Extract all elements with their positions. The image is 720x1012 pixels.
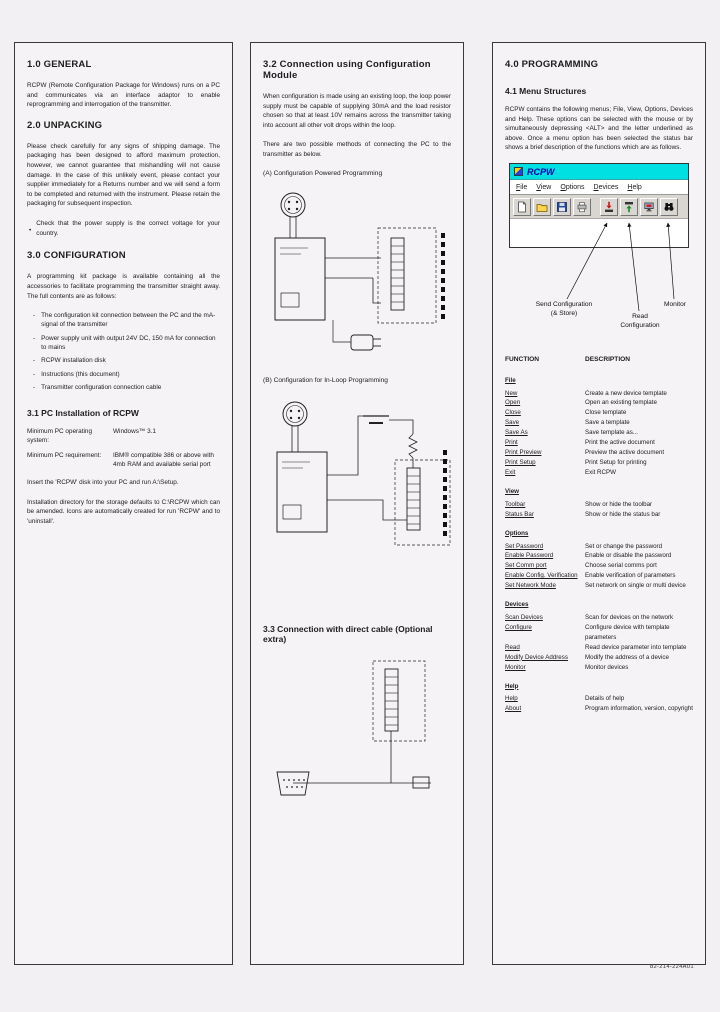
menu-group-title: Options [505, 529, 529, 537]
requirement-value: IBM® compatible 386 or above with 4mb RAM and available serial port [113, 451, 214, 468]
function-row [505, 571, 693, 581]
heading-unpacking: 2.0 UNPACKING [27, 119, 103, 131]
requirement-row [27, 451, 220, 470]
configure-device-button [640, 198, 658, 216]
function-name: About [505, 705, 522, 713]
function-row [505, 408, 693, 418]
function-row [505, 551, 693, 561]
diagram-config-powered [263, 170, 451, 363]
function-description: Program information, version, copyright [585, 705, 693, 713]
paragraph-install-directory: Installation directory for the storage defaults to C:\RCPW which can be amended. Icons are automatically created for run 'RCPW' and to 'uninstall'. [27, 498, 220, 526]
new-document-icon [516, 201, 528, 213]
list-item [33, 356, 220, 365]
function-row [505, 643, 693, 653]
bullet-marker [29, 219, 31, 238]
function-name: Set Network Mode [505, 582, 556, 590]
function-row [505, 510, 693, 520]
battery-symbol [363, 416, 389, 423]
requirement-label: Minimum PC operating system: [27, 428, 92, 445]
function-name: Print Preview [505, 449, 542, 457]
requirement-label: Minimum PC requirement: [27, 451, 102, 459]
function-description: Monitor devices [585, 663, 629, 671]
function-description: Set or change the password [585, 542, 663, 550]
menu-group-file [505, 376, 693, 478]
menu-group-title: Devices [505, 601, 529, 609]
function-description: Modify the address of a device [585, 653, 669, 661]
transmitter-outline [373, 661, 425, 741]
paragraph-two-methods: There are two possible methods of connecting the PC to the transmitter as below. [263, 141, 451, 159]
config-module-box [277, 452, 327, 532]
function-name: Open [505, 399, 521, 407]
function-row [505, 458, 693, 468]
function-name: Help [505, 695, 518, 703]
function-row [505, 438, 693, 448]
function-name: Print [505, 439, 518, 447]
open-folder-icon [536, 201, 548, 213]
heading-connection-config-module: 3.2 Connection using Configuration Module [263, 59, 431, 81]
function-description: Read device parameter into template [585, 643, 687, 651]
function-row [505, 704, 693, 714]
menu-function-table [505, 355, 693, 714]
din-connector-icon [283, 402, 307, 452]
function-row [505, 500, 693, 510]
open-folder-button [533, 198, 551, 216]
callout-read-configuration [610, 313, 670, 331]
in-loop-drawing [263, 390, 453, 598]
menu-group-title: Help [505, 682, 519, 690]
menu-group-options [505, 529, 693, 592]
table-header-row [505, 355, 693, 366]
function-description: Close template [585, 409, 627, 417]
function-name: Save As [505, 429, 528, 437]
menu-item: Help [627, 183, 642, 191]
window-title-bar [510, 164, 688, 180]
heading-direct-cable: 3.3 Connection with direct cable (Optional extra) [263, 623, 433, 644]
read-configuration-button [620, 198, 638, 216]
list-item-text: The configuration kit connection between the PC and the mA-signal of the transmitter [41, 312, 216, 329]
function-row [505, 542, 693, 552]
save-button [553, 198, 571, 216]
dash-marker [33, 370, 35, 379]
function-name: Toolbar [505, 500, 526, 508]
direct-cable-drawing [263, 653, 453, 821]
menu-group-devices [505, 600, 693, 672]
function-row [505, 653, 693, 663]
kit-contents-list [33, 311, 220, 392]
function-name: Print Setup [505, 458, 536, 466]
callout-text: Configuration [620, 321, 660, 329]
list-item [33, 334, 220, 353]
function-name: Monitor [505, 663, 526, 671]
function-name: Scan Devices [505, 614, 543, 622]
monitor-binoculars-icon [663, 201, 675, 213]
function-name: Configure [505, 623, 532, 631]
paragraph-general: RCPW (Remote Configuration Package for Windows) runs on a PC and communicates via an interface adaptor to enable reprogramming and interrogation of the transmitter. [27, 82, 220, 109]
dash-marker [33, 311, 35, 330]
function-row [505, 663, 693, 673]
function-name: Set Password [505, 542, 544, 550]
menu-item: Devices [593, 183, 619, 191]
loop-wires [325, 258, 381, 303]
window-body [510, 219, 688, 247]
function-description: Save a template [585, 419, 630, 427]
function-name: Save [505, 419, 520, 427]
table-header-function: FUNCTION [505, 356, 540, 364]
panel-connections [250, 42, 464, 965]
function-description: Scan for devices on the network [585, 614, 674, 622]
function-description: Show or hide the status bar [585, 510, 661, 518]
terminal-strip [385, 669, 398, 731]
function-description: Exit RCPW [585, 468, 616, 476]
callout-send-configuration [517, 301, 611, 319]
heading-programming: 4.0 PROGRAMMING [505, 59, 599, 70]
list-item-text: Transmitter configuration connection cable [41, 383, 162, 391]
function-name: Enable Config. Verification [505, 572, 578, 580]
function-row [505, 428, 693, 438]
function-row [505, 694, 693, 704]
callout-text: Monitor [664, 301, 686, 309]
configure-device-icon [643, 201, 655, 213]
terminal-label-strip [443, 450, 447, 536]
mains-plug-icon [333, 320, 381, 350]
function-description: Choose serial comms port [585, 562, 657, 570]
transmitter-outline [378, 228, 436, 323]
function-description: Details of help [585, 695, 625, 703]
d-sub-connector [277, 772, 309, 795]
function-name: Exit [505, 468, 516, 476]
callout-text: Send Configuration [535, 301, 593, 309]
menu-group-help [505, 682, 693, 715]
function-description: Preview the active document [585, 449, 665, 457]
function-description: Save template as... [585, 429, 638, 437]
heading-pc-installation: 3.1 PC Installation of RCPW [27, 408, 139, 419]
diagram-direct-cable [263, 653, 451, 821]
paragraph-unpacking: Please check carefully for any signs of shipping damage. The packaging has been designed to afford maximum protection, however, we cannot guarantee that mishandling will not cause damage. In the case of this unlikely event, please contact your supplier immediately for a Returns number and we will send a form to be completed and returned with the instrument. Please retain the packaging for subsequent inspection. [27, 142, 220, 208]
loop-wires [327, 416, 413, 520]
heading-configuration: 3.0 CONFIGURATION [27, 250, 126, 262]
menu-item: File [516, 183, 528, 191]
resistor-symbol [409, 434, 417, 458]
list-item-text: RCPW installation disk [41, 357, 106, 365]
cable-wires [293, 731, 431, 783]
function-description: Configure device with template parameters [585, 623, 670, 641]
function-name: Status Bar [505, 510, 534, 518]
list-item-text: Instructions (this document) [41, 370, 120, 378]
function-name: Read [505, 643, 520, 651]
read-configuration-icon [623, 201, 635, 213]
function-row [505, 623, 693, 643]
callout-monitor [648, 301, 702, 310]
heading-menu-structures: 4.1 Menu Structures [505, 86, 587, 96]
function-description: Enable or disable the password [585, 552, 672, 560]
send-configuration-icon [603, 201, 615, 213]
din-connector-icon [281, 193, 305, 238]
rcpw-window [509, 163, 689, 248]
function-description: Print the active document [585, 439, 655, 447]
dash-marker [33, 383, 35, 392]
cable-plug [413, 777, 429, 788]
function-row [505, 561, 693, 571]
table-header-description: DESCRIPTION [585, 356, 631, 364]
function-row [505, 448, 693, 458]
requirement-value: Windows™ 3.1 [113, 428, 156, 436]
config-module-box [275, 238, 325, 320]
function-row [505, 418, 693, 428]
pc-requirements-list [27, 427, 220, 469]
list-item [33, 311, 220, 330]
menu-item: Options [560, 183, 585, 191]
function-description: Enable verification of parameters [585, 572, 676, 580]
callout-text: Read [632, 313, 648, 321]
app-icon [514, 167, 523, 176]
callout-text: (& Store) [550, 309, 578, 317]
transmitter-outline [395, 460, 450, 545]
list-item [29, 219, 220, 238]
function-row [505, 398, 693, 408]
function-description: Print Setup for printing [585, 458, 647, 466]
dash-marker [33, 356, 35, 365]
terminal-strip [391, 238, 404, 310]
diagram-b-caption: (B) Configuration for In-Loop Programming [263, 376, 388, 384]
paragraph-insert-disk: Insert the 'RCPW' disk into your PC and run A:\Setup. [27, 479, 179, 487]
menu-group-view [505, 487, 693, 520]
list-item-text: Power supply unit with output 24V DC, 150 mA for connection to mains [41, 334, 216, 351]
rcpw-window-figure [505, 163, 693, 341]
function-row [505, 389, 693, 399]
toolbar-divider [593, 198, 598, 216]
function-name: New [505, 389, 518, 397]
config-powered-drawing [263, 183, 453, 363]
menu-bar [510, 180, 688, 195]
menu-group-title: File [505, 376, 516, 384]
function-row [505, 581, 693, 591]
save-floppy-icon [556, 201, 568, 213]
bullet-text: Check that the power supply is the correct voltage for your country. [36, 220, 220, 237]
requirement-row [27, 427, 220, 446]
paragraph-configuration: A programming kit package is available containing all the accessories to facilitate programming the transmitter straight away. The full contents are as follows: [27, 273, 220, 300]
diagram-in-loop [263, 377, 451, 598]
function-description: Create a new device template [585, 389, 667, 397]
paragraph-menu-structures: RCPW contains the following menus; File, View, Options, Devices and Help. These options can be selected with the mouse or by simultaneously depressing <ALT> and the letter underlined as above. Once a menu option has been selected the status bar shows a brief description of the functions which are as follows. [505, 106, 693, 152]
function-name: Set Comm port [505, 562, 547, 570]
monitor-button [660, 198, 678, 216]
terminal-strip [407, 468, 420, 530]
function-description: Set network on single or multi device [585, 582, 686, 590]
menu-item: View [536, 183, 552, 191]
function-name: Modify Device Address [505, 653, 568, 661]
function-row [505, 613, 693, 623]
paragraph-loop-supply: When configuration is made using an existing loop, the loop power supply must be capable of supplying 30mA and the load resistor chosen so that at least 10V remains across the transmitter taking into account all other volt drops within the loop. [263, 93, 451, 129]
terminal-label-strip [441, 233, 445, 319]
print-button [573, 198, 591, 216]
function-row [505, 468, 693, 478]
panel-programming [492, 42, 706, 965]
window-title: RCPW [527, 166, 555, 177]
panel-general [14, 42, 233, 965]
diagram-a-caption: (A) Configuration Powered Programming [263, 169, 383, 177]
print-icon [576, 201, 588, 213]
heading-general: 1.0 GENERAL [27, 59, 92, 70]
list-item [33, 370, 220, 379]
function-name: Enable Password [505, 552, 554, 560]
list-item [33, 383, 220, 392]
send-configuration-button [600, 198, 618, 216]
toolbar [510, 195, 688, 219]
menu-group-title: View [505, 487, 519, 495]
function-description: Show or hide the toolbar [585, 500, 653, 508]
function-description: Open an existing template [585, 399, 657, 407]
document-code: 82-214-224A01 [650, 964, 694, 970]
function-name: Close [505, 409, 521, 417]
new-document-button [513, 198, 531, 216]
dash-marker [33, 334, 35, 353]
